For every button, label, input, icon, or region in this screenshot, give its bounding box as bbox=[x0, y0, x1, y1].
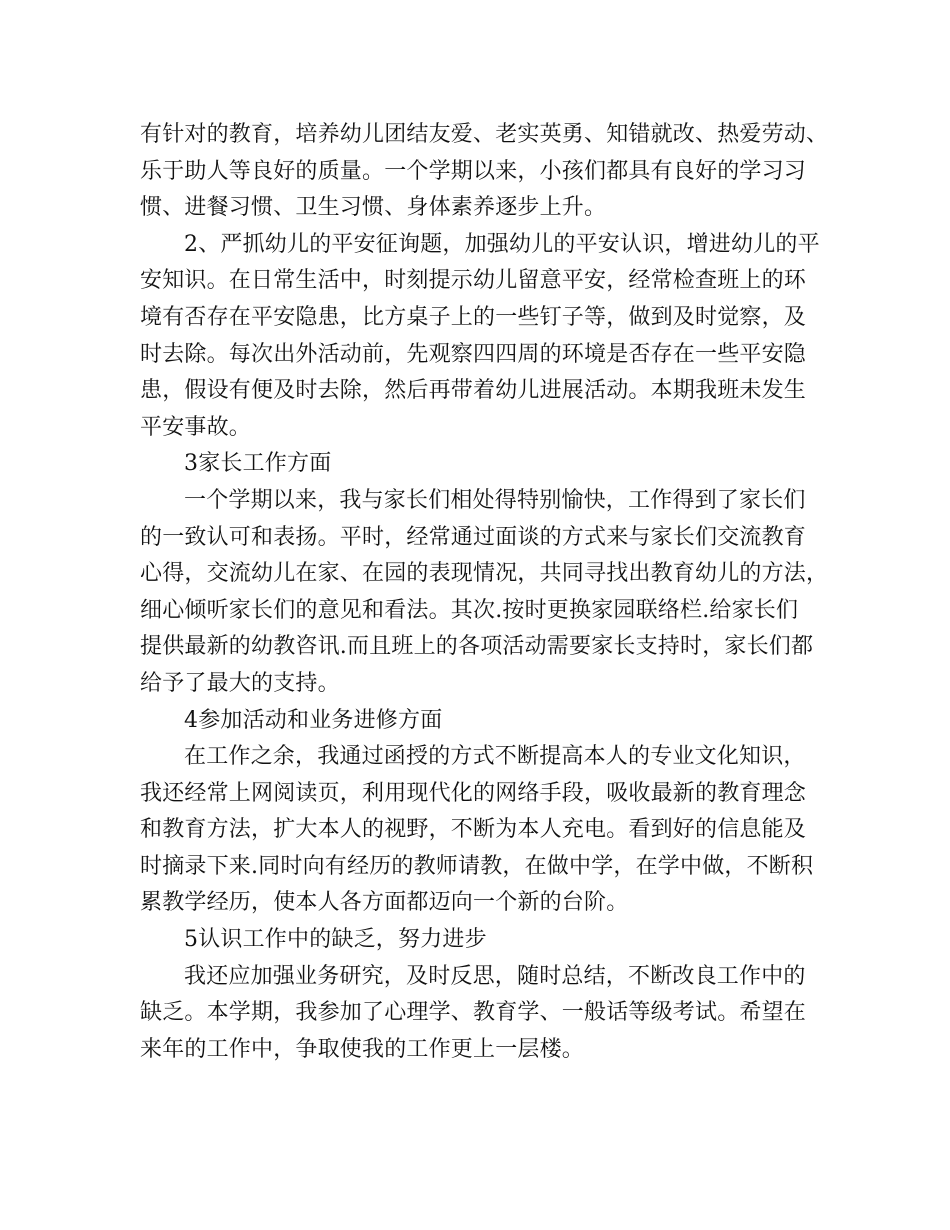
text-line: 境有否存在平安隐患，比方桌子上的一些钉子等，做到及时觉察，及 bbox=[140, 304, 807, 330]
text-line: 3家长工作方面 bbox=[184, 451, 332, 477]
text-line: 在工作之余，我通过函授的方式不断提高本人的专业文化知识， bbox=[184, 744, 806, 770]
text-line: 时摘录下来.同时向有经历的教师请教，在做中学，在学中做，不断积 bbox=[140, 853, 814, 879]
text-line: 惯、进餐习惯、卫生习惯、身体素养逐步上升。 bbox=[140, 195, 607, 221]
text-line: 一个学期以来，我与家长们相处得特别愉快，工作得到了家长们 bbox=[184, 487, 806, 513]
text-line: 我还经常上网阅读页，利用现代化的网络手段，吸收最新的教育理念 bbox=[140, 780, 807, 806]
document-body bbox=[140, 117, 830, 1068]
text-line: 时去除。每次出外活动前，先观察四四周的环境是否存在一些平安隐 bbox=[140, 341, 807, 367]
text-line: 2、严抓幼儿的平安征询题，加强幼儿的平安认识，增进幼儿的平 bbox=[184, 231, 820, 257]
text-line: 平安事故。 bbox=[140, 414, 252, 440]
text-line: 心得，交流幼儿在家、在园的表现情况，共同寻找出教育幼儿的方法， bbox=[140, 561, 829, 587]
text-line: 给予了最大的支持。 bbox=[140, 670, 340, 696]
text-line: 的一致认可和表扬。平时，经常通过面谈的方式来与家长们交流教育 bbox=[140, 524, 807, 550]
text-line: 安知识。在日常生活中，时刻提示幼儿留意平安，经常检查班上的环 bbox=[140, 268, 807, 294]
text-line: 累教学经历，使本人各方面都迈向一个新的台阶。 bbox=[140, 890, 629, 916]
text-line: 来年的工作中，争取使我的工作更上一层楼。 bbox=[140, 1036, 585, 1062]
text-line: 我还应加强业务研究，及时反思，随时总结，不断改良工作中的 bbox=[184, 963, 806, 989]
text-line: 有针对的教育，培养幼儿团结友爱、老实英勇、知错就改、热爱劳动、 bbox=[140, 122, 829, 147]
text-line: 和教育方法，扩大本人的视野，不断为本人充电。看到好的信息能及 bbox=[140, 817, 807, 843]
text-line: 5认识工作中的缺乏，努力进步 bbox=[184, 927, 487, 953]
text-line: 乐于助人等良好的质量。一个学期以来，小孩们都具有良好的学习习 bbox=[140, 158, 807, 184]
text-line: 细心倾听家长们的意见和看法。其次.按时更换家园联络栏.给家长们 bbox=[140, 597, 799, 623]
text-line: 提供最新的幼教咨讯.而且班上的各项活动需要家长支持时，家长们都 bbox=[140, 634, 814, 660]
text-line: 患，假设有便及时去除，然后再带着幼儿进展活动。本期我班未发生 bbox=[140, 378, 807, 404]
text-line: 缺乏。本学期，我参加了心理学、教育学、一般话等级考试。希望在 bbox=[140, 1000, 807, 1026]
text-line: 4参加活动和业务进修方面 bbox=[184, 707, 443, 733]
